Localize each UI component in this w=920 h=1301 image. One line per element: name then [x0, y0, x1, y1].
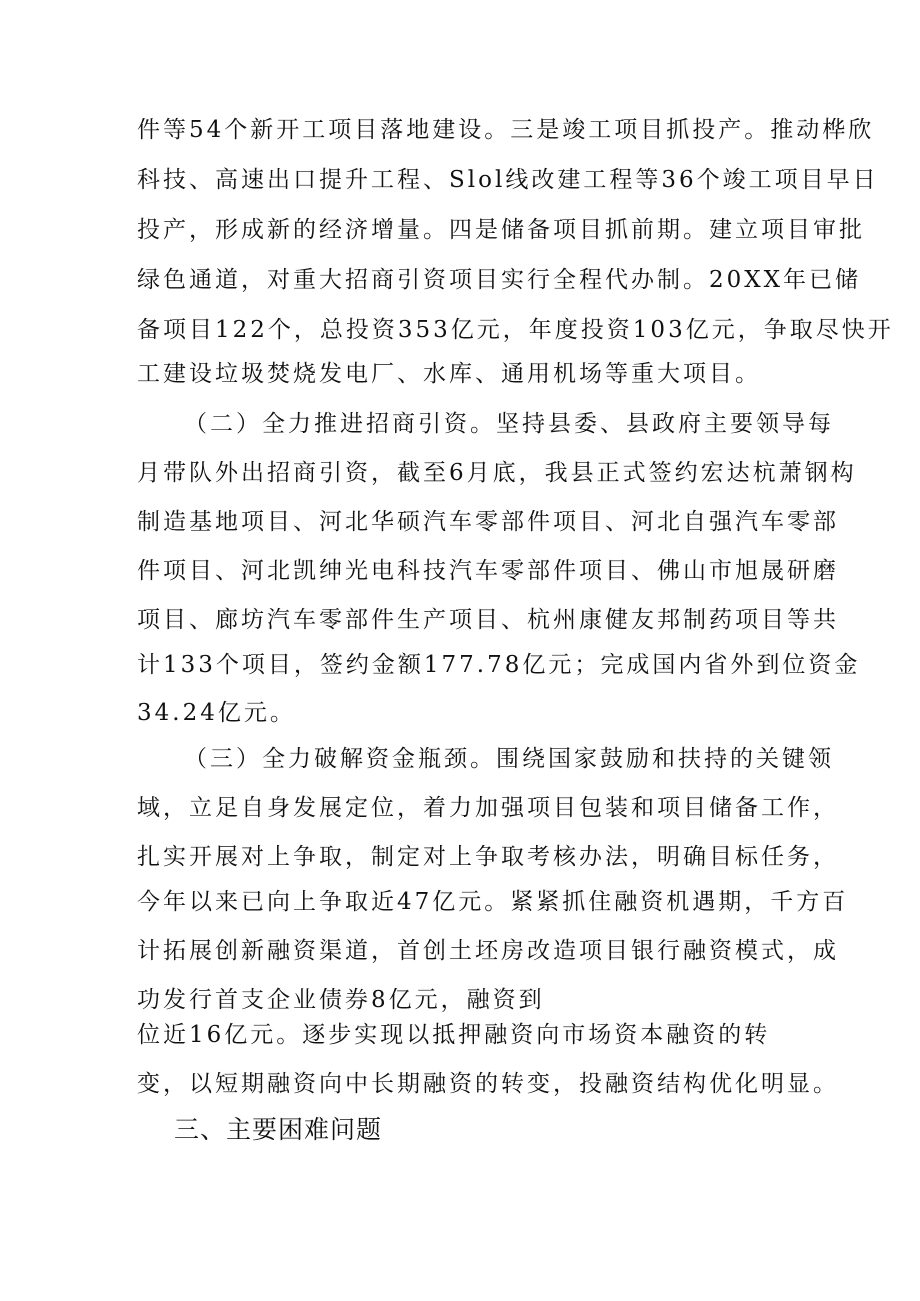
paragraph-line: 科技、高速出口提升工程、Slol线改建工程等36个竣工项目早日 [137, 167, 879, 193]
paragraph-line: 绿色通道，对重大招商引资项目实行全程代办制。20XX年已储 [137, 267, 862, 293]
paragraph-line: 月带队外出招商引资，截至6月底，我县正式签约宏达杭萧钢构 [137, 460, 857, 486]
paragraph-line: 投产，形成新的经济增量。四是储备项目抓前期。建立项目审批 [137, 217, 865, 243]
paragraph-line: 项目、廊坊汽车零部件生产项目、杭州康健友邦制药项目等共 [137, 607, 839, 633]
paragraph-line: 变，以短期融资向中长期融资的转变，投融资结构优化明显。 [137, 1071, 839, 1097]
paragraph-line: 34.24亿元。 [137, 700, 296, 726]
paragraph-line: 备项目122个，总投资353亿元，年度投资103亿元，争取尽快开 [137, 317, 894, 343]
paragraph-line: 域，立足自身发展定位，着力加强项目包装和项目储备工作， [137, 795, 839, 821]
paragraph-line: 制造基地项目、河北华硕汽车零部件项目、河北自强汽车零部 [137, 509, 839, 535]
paragraph-line: 件项目、河北凯绅光电科技汽车零部件项目、佛山市旭晟研磨 [137, 558, 839, 584]
paragraph-line: 计拓展创新融资渠道，首创土坯房改造项目银行融资模式，成 [137, 938, 839, 964]
section-heading: 三、主要困难问题 [174, 1115, 383, 1144]
paragraph-line: 功发行首支企业债券8亿元，融资到 [137, 987, 545, 1013]
paragraph-line: 扎实开展对上争取，制定对上争取考核办法，明确目标任务， [137, 844, 839, 870]
paragraph-line: 件等54个新开工项目落地建设。三是竣工项目抓投产。推动桦欣 [137, 117, 875, 143]
section-2-first-line: （二）全力推进招商引资。坚持县委、县政府主要领导每 [184, 411, 834, 437]
paragraph-line: 今年以来已向上争取近47亿元。紧紧抓住融资机遇期，千方百 [137, 889, 849, 915]
paragraph-line: 计133个项目，签约金额177.78亿元；完成国内省外到位资金 [137, 652, 861, 678]
paragraph-line: 位近16亿元。逐步实现以抵押融资向市场资本融资的转 [137, 1022, 771, 1048]
section-3-first-line: （三）全力破解资金瓶颈。围绕国家鼓励和扶持的关键领 [184, 746, 834, 772]
paragraph-line: 工建设垃圾焚烧发电厂、水库、通用机场等重大项目。 [137, 361, 761, 387]
